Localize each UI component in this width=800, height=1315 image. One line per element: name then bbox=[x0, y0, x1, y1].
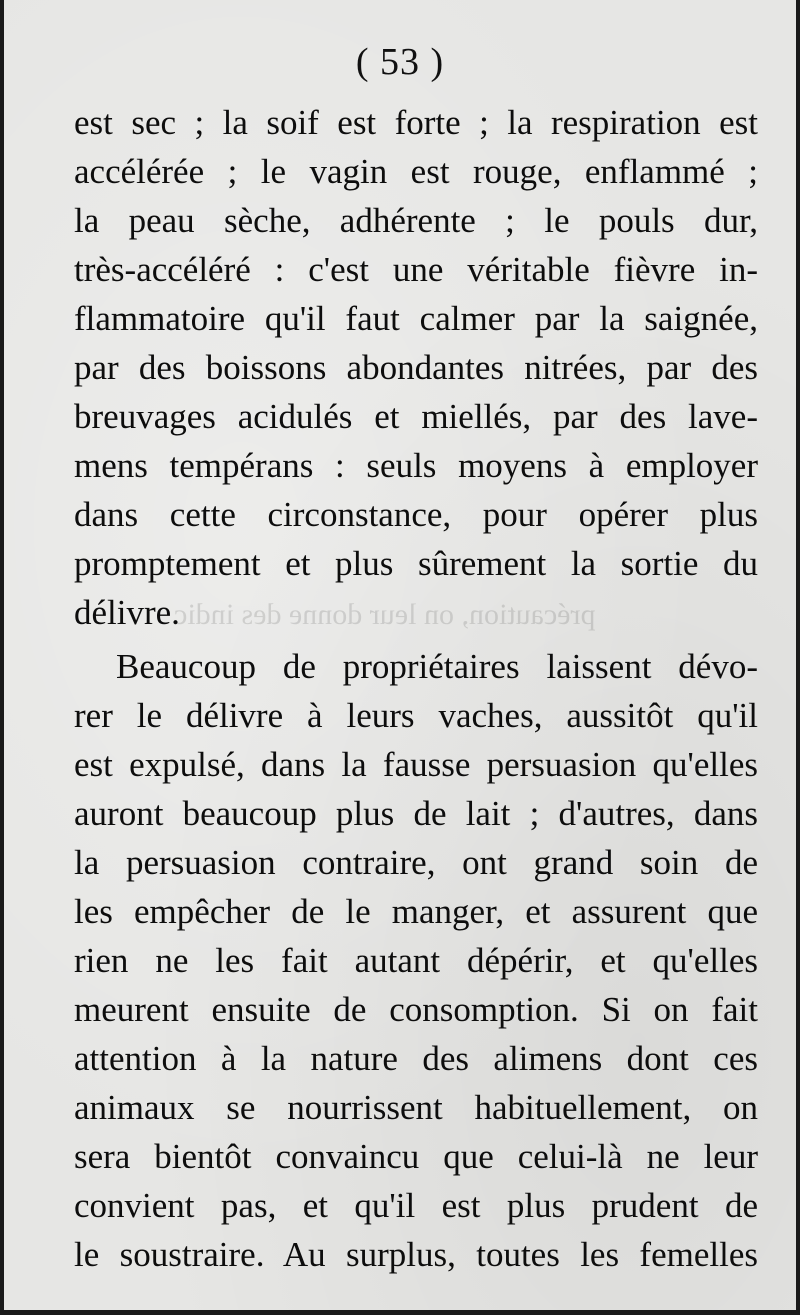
text-line: délivre. bbox=[74, 593, 180, 632]
text-line: flammatoire qu'il faut calmer par la saignée, bbox=[74, 299, 758, 338]
text-line: par des boissons abondantes nitrées, par des bbox=[74, 348, 758, 387]
text-line: très-accéléré : c'est une véritable fièvre in- bbox=[74, 250, 758, 289]
paragraph-1 bbox=[74, 98, 758, 637]
text-line: rer le délivre à leurs vaches, aussitôt qu'il bbox=[74, 696, 758, 735]
text-line: la peau sèche, adhérente ; le pouls dur, bbox=[74, 201, 758, 240]
text-line: dans cette circonstance, pour opérer plus bbox=[74, 495, 758, 534]
text-line: auront beaucoup plus de lait ; d'autres, dans bbox=[74, 794, 758, 833]
text-line: est expulsé, dans la fausse persuasion qu'elles bbox=[74, 745, 758, 784]
text-line: promptement et plus sûrement la sortie du bbox=[74, 544, 758, 583]
book-page bbox=[4, 0, 796, 1310]
text-line: les empêcher de le manger, et assurent que bbox=[74, 892, 758, 931]
text-line: attention à la nature des alimens dont ces bbox=[74, 1039, 758, 1078]
show-through-text: précaution, on leur donne des indic bbox=[174, 598, 596, 631]
text-line: mens tempérans : seuls moyens à employer bbox=[74, 446, 758, 485]
text-line: Beaucoup de propriétaires laissent dévo- bbox=[116, 647, 758, 686]
text-line: sera bientôt convaincu que celui-là ne leur bbox=[74, 1137, 758, 1176]
page-number: ( 53 ) bbox=[355, 41, 445, 83]
text-line: le soustraire. Au surplus, toutes les femelles bbox=[74, 1235, 758, 1274]
text-line: breuvages acidulés et miellés, par des lave- bbox=[74, 397, 758, 436]
text-line: convient pas, et qu'il est plus prudent de bbox=[74, 1186, 758, 1225]
text-line: accélérée ; le vagin est rouge, enflammé ; bbox=[74, 152, 758, 191]
text-line: est sec ; la soif est forte ; la respiration est bbox=[74, 103, 758, 142]
text-line: meurent ensuite de consomption. Si on fait bbox=[74, 990, 758, 1029]
text-line: la persuasion contraire, ont grand soin de bbox=[74, 843, 758, 882]
paragraph-2 bbox=[74, 642, 758, 1279]
text-line: animaux se nourrissent habituellement, on bbox=[74, 1088, 758, 1127]
text-line: rien ne les fait autant dépérir, et qu'elles bbox=[74, 941, 758, 980]
